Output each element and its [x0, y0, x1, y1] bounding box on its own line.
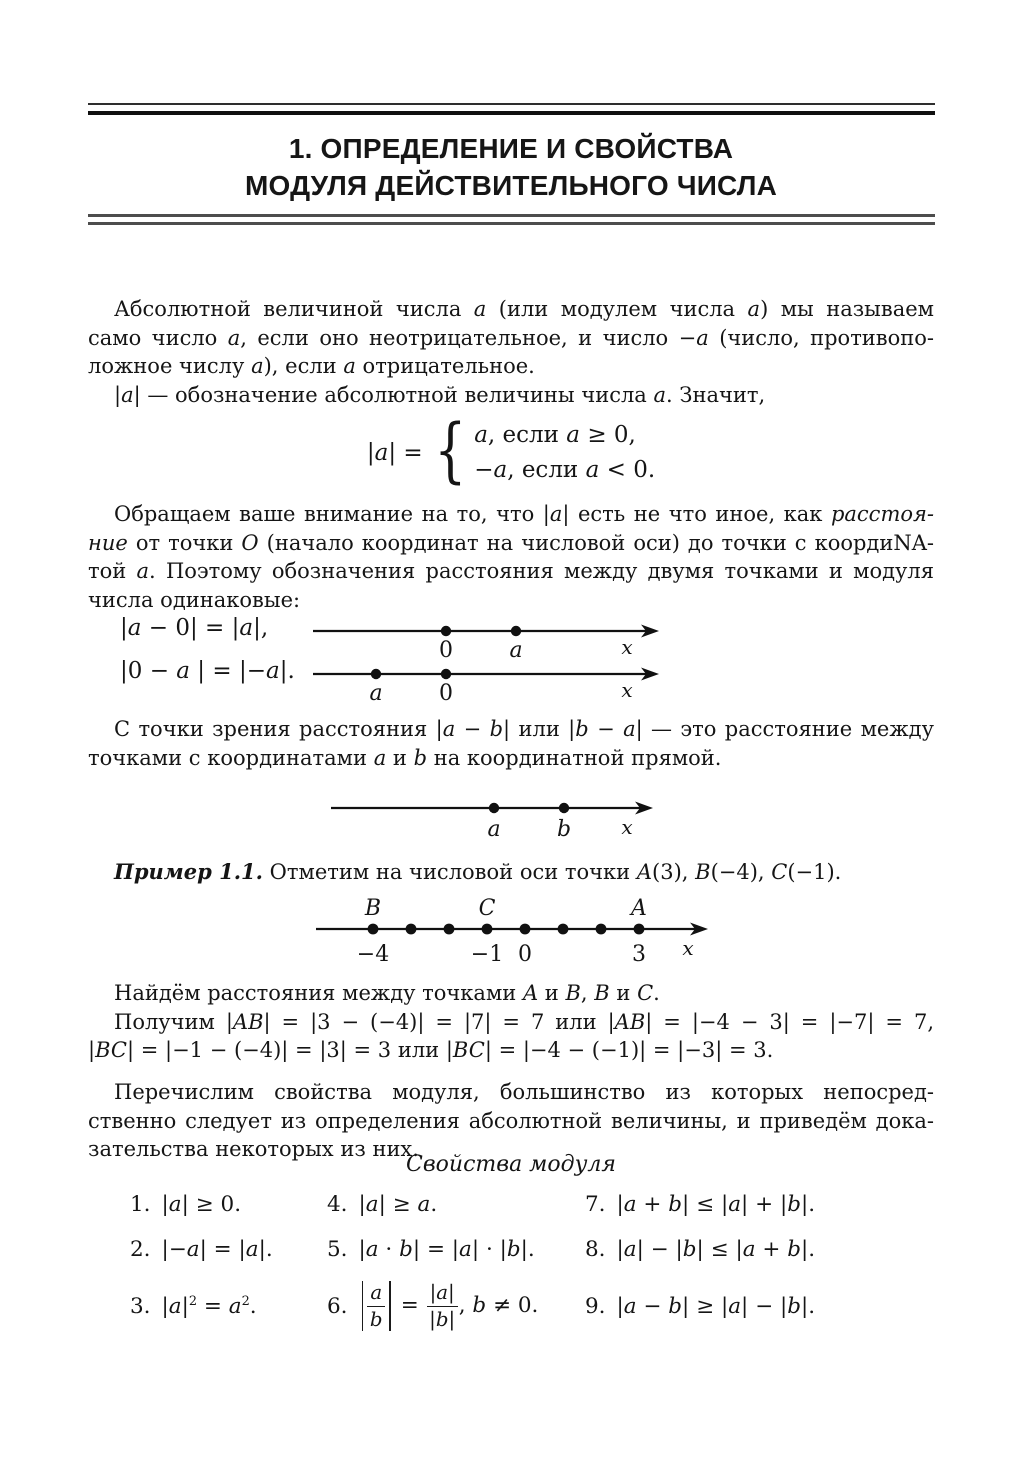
- text-line: зательства некоторых из них.: [88, 1137, 419, 1161]
- number-line-abc: [316, 893, 710, 973]
- properties-grid: [130, 1182, 815, 1340]
- axis-label-0: 0: [439, 681, 453, 705]
- property-9: [585, 1272, 815, 1340]
- text-line: Получим |AB| = |3 − (−4)| = |7| = 7 или |AB| = |−4 − 3| = |−7| = 7,: [114, 1009, 934, 1034]
- section-title-line-1: 1. ОПРЕДЕЛЕНИЕ И СВОЙСТВА: [288, 133, 734, 164]
- point-dot: [406, 924, 417, 935]
- text-line: ложное числу a), если a отрицательное.: [88, 354, 535, 378]
- definition-case-2: −a, если a < 0.: [474, 457, 656, 483]
- point-dot: [444, 924, 455, 935]
- attention-paragraph: [88, 500, 934, 614]
- point-label-B: B: [364, 896, 382, 921]
- point-dot: [441, 626, 451, 636]
- property-number: 2.: [130, 1236, 151, 1262]
- text-line: Абсолютной величиной числа a (или модулем числа a) мы называем: [114, 297, 934, 321]
- example-1-1: [88, 858, 934, 887]
- distance-view-paragraph: [88, 715, 934, 772]
- property-6: [327, 1272, 585, 1340]
- modulus-definition-formula: [88, 405, 934, 501]
- property-formula: |a| − |b| ≤ |a + b|.: [616, 1236, 816, 1262]
- property-formula: |a − b| ≥ |a| − |b|.: [616, 1293, 816, 1319]
- text-line: само число a, если оно неотрицательное, и число −a (число, противопо-: [88, 325, 935, 350]
- property-formula: |a| ≥ a.: [358, 1191, 438, 1217]
- point-dot: [368, 924, 379, 935]
- property-5: [327, 1226, 585, 1272]
- axis-label-0: 0: [439, 638, 453, 662]
- axis-label-a: a: [509, 638, 523, 662]
- text-line: той a. Поэтому обозначения расстояния между двумя точками и модуля: [88, 559, 934, 583]
- text-line: точками с координатами a и b на координатной прямой.: [88, 745, 722, 770]
- text-line: Перечислим свойства модуля, большинство из которых непосред-: [114, 1080, 934, 1104]
- axis-label-x: x: [682, 936, 694, 960]
- property-7: [585, 1182, 815, 1226]
- property-number: 1.: [130, 1191, 151, 1217]
- axis-label-x: x: [621, 635, 633, 659]
- tick-label-3: 3: [632, 942, 646, 967]
- property-8: [585, 1226, 815, 1272]
- intro-paragraph: [88, 295, 934, 409]
- title-rule-bottom: [88, 222, 935, 225]
- top-double-rule-thin: [88, 103, 935, 105]
- property-formula: |a + b| ≤ |a| + |b|.: [616, 1191, 816, 1217]
- point-dot: [559, 803, 569, 813]
- axis-label-a: a: [487, 817, 501, 842]
- definition-case-1: a, если a ≥ 0,: [474, 422, 636, 448]
- section-title-line-2: МОДУЛЯ ДЕЙСТВИТЕЛЬНОГО ЧИСЛА: [244, 170, 778, 201]
- axis-label-b: b: [556, 817, 572, 842]
- distance-formula-1: |a − 0| = |a|,: [120, 615, 269, 641]
- text-line: С точки зрения расстояния |a − b| или |b − a| — это расстояние между: [114, 717, 934, 741]
- example-text: Пример 1.1. Отметим на числовой оси точки A(3), B(−4), C(−1).: [114, 859, 842, 884]
- property-formula: |a| ≥ 0.: [161, 1191, 242, 1217]
- definition-cases: [474, 418, 655, 488]
- point-dot: [511, 626, 521, 636]
- section-title: [0, 130, 1022, 204]
- property-formula: $\frac{a}{b}$ = $\frac{|a|}{|b|}$ , b ≠ 0.: [359, 1281, 539, 1331]
- property-number: 9.: [585, 1293, 606, 1319]
- properties-heading: Свойства модуля: [406, 1152, 616, 1177]
- property-number: 4.: [327, 1191, 348, 1217]
- property-number: 3.: [130, 1293, 151, 1319]
- number-line-a-b: [331, 790, 653, 844]
- point-dot: [558, 924, 569, 935]
- point-dot: [482, 924, 493, 935]
- tick-label-0: 0: [518, 942, 532, 967]
- point-dot: [489, 803, 499, 813]
- text-line: |a| — обозначение абсолютной величины числа a. Значит,: [114, 382, 766, 407]
- point-label-C: C: [478, 896, 496, 921]
- axis-label-a: a: [369, 681, 383, 705]
- property-formula: $|a|^2 = a^2$.: [161, 1293, 257, 1319]
- point-dot: [596, 924, 607, 935]
- property-4: [327, 1182, 585, 1226]
- property-formula: |a · b| = |a| · |b|.: [358, 1236, 535, 1262]
- top-double-rule-thick: [88, 111, 935, 115]
- text-line: Найдём расстояния между точками A и B, B и C.: [114, 981, 660, 1005]
- properties-intro-paragraph: [88, 1078, 934, 1164]
- property-1: [130, 1182, 327, 1226]
- curly-brace: {: [433, 409, 466, 491]
- text-line: ние от точки O (начало координат на числовой оси) до точки с коордиNA-: [88, 530, 934, 555]
- axis-label-x: x: [621, 815, 633, 839]
- property-formula: |−a| = |a|.: [161, 1236, 273, 1262]
- title-rule-top: [88, 214, 935, 217]
- point-label-A: A: [631, 896, 647, 921]
- text-line: числа одинаковые:: [88, 587, 301, 612]
- distances-paragraph: [88, 979, 934, 1065]
- point-dot: [520, 924, 531, 935]
- tick-label-minus4: −4: [356, 942, 390, 967]
- number-line-a-zero: [313, 655, 659, 705]
- text-line: |BC| = |−1 − (−4)| = |3| = 3 или |BC| = |−4 − (−1)| = |−3| = 3.: [88, 1038, 774, 1062]
- property-number: 8.: [585, 1236, 606, 1262]
- property-3: [130, 1272, 327, 1340]
- property-2: [130, 1226, 327, 1272]
- text-line: ственно следует из определения абсолютной величины, и приведём дока-: [88, 1108, 934, 1133]
- definition-lhs: |a| =: [366, 440, 423, 466]
- point-dot: [634, 924, 645, 935]
- axis-label-x: x: [621, 678, 633, 702]
- tick-label-minus1: −1: [470, 942, 504, 967]
- property-number: 5.: [327, 1236, 348, 1262]
- distance-formula-2: |0 − a | = |−a|.: [120, 658, 295, 684]
- property-number: 6.: [327, 1293, 348, 1319]
- point-dot: [371, 669, 381, 679]
- text-line: Обращаем ваше внимание на то, что |a| есть не что иное, как расстоя-: [114, 502, 934, 526]
- point-dot: [441, 669, 451, 679]
- property-number: 7.: [585, 1191, 606, 1217]
